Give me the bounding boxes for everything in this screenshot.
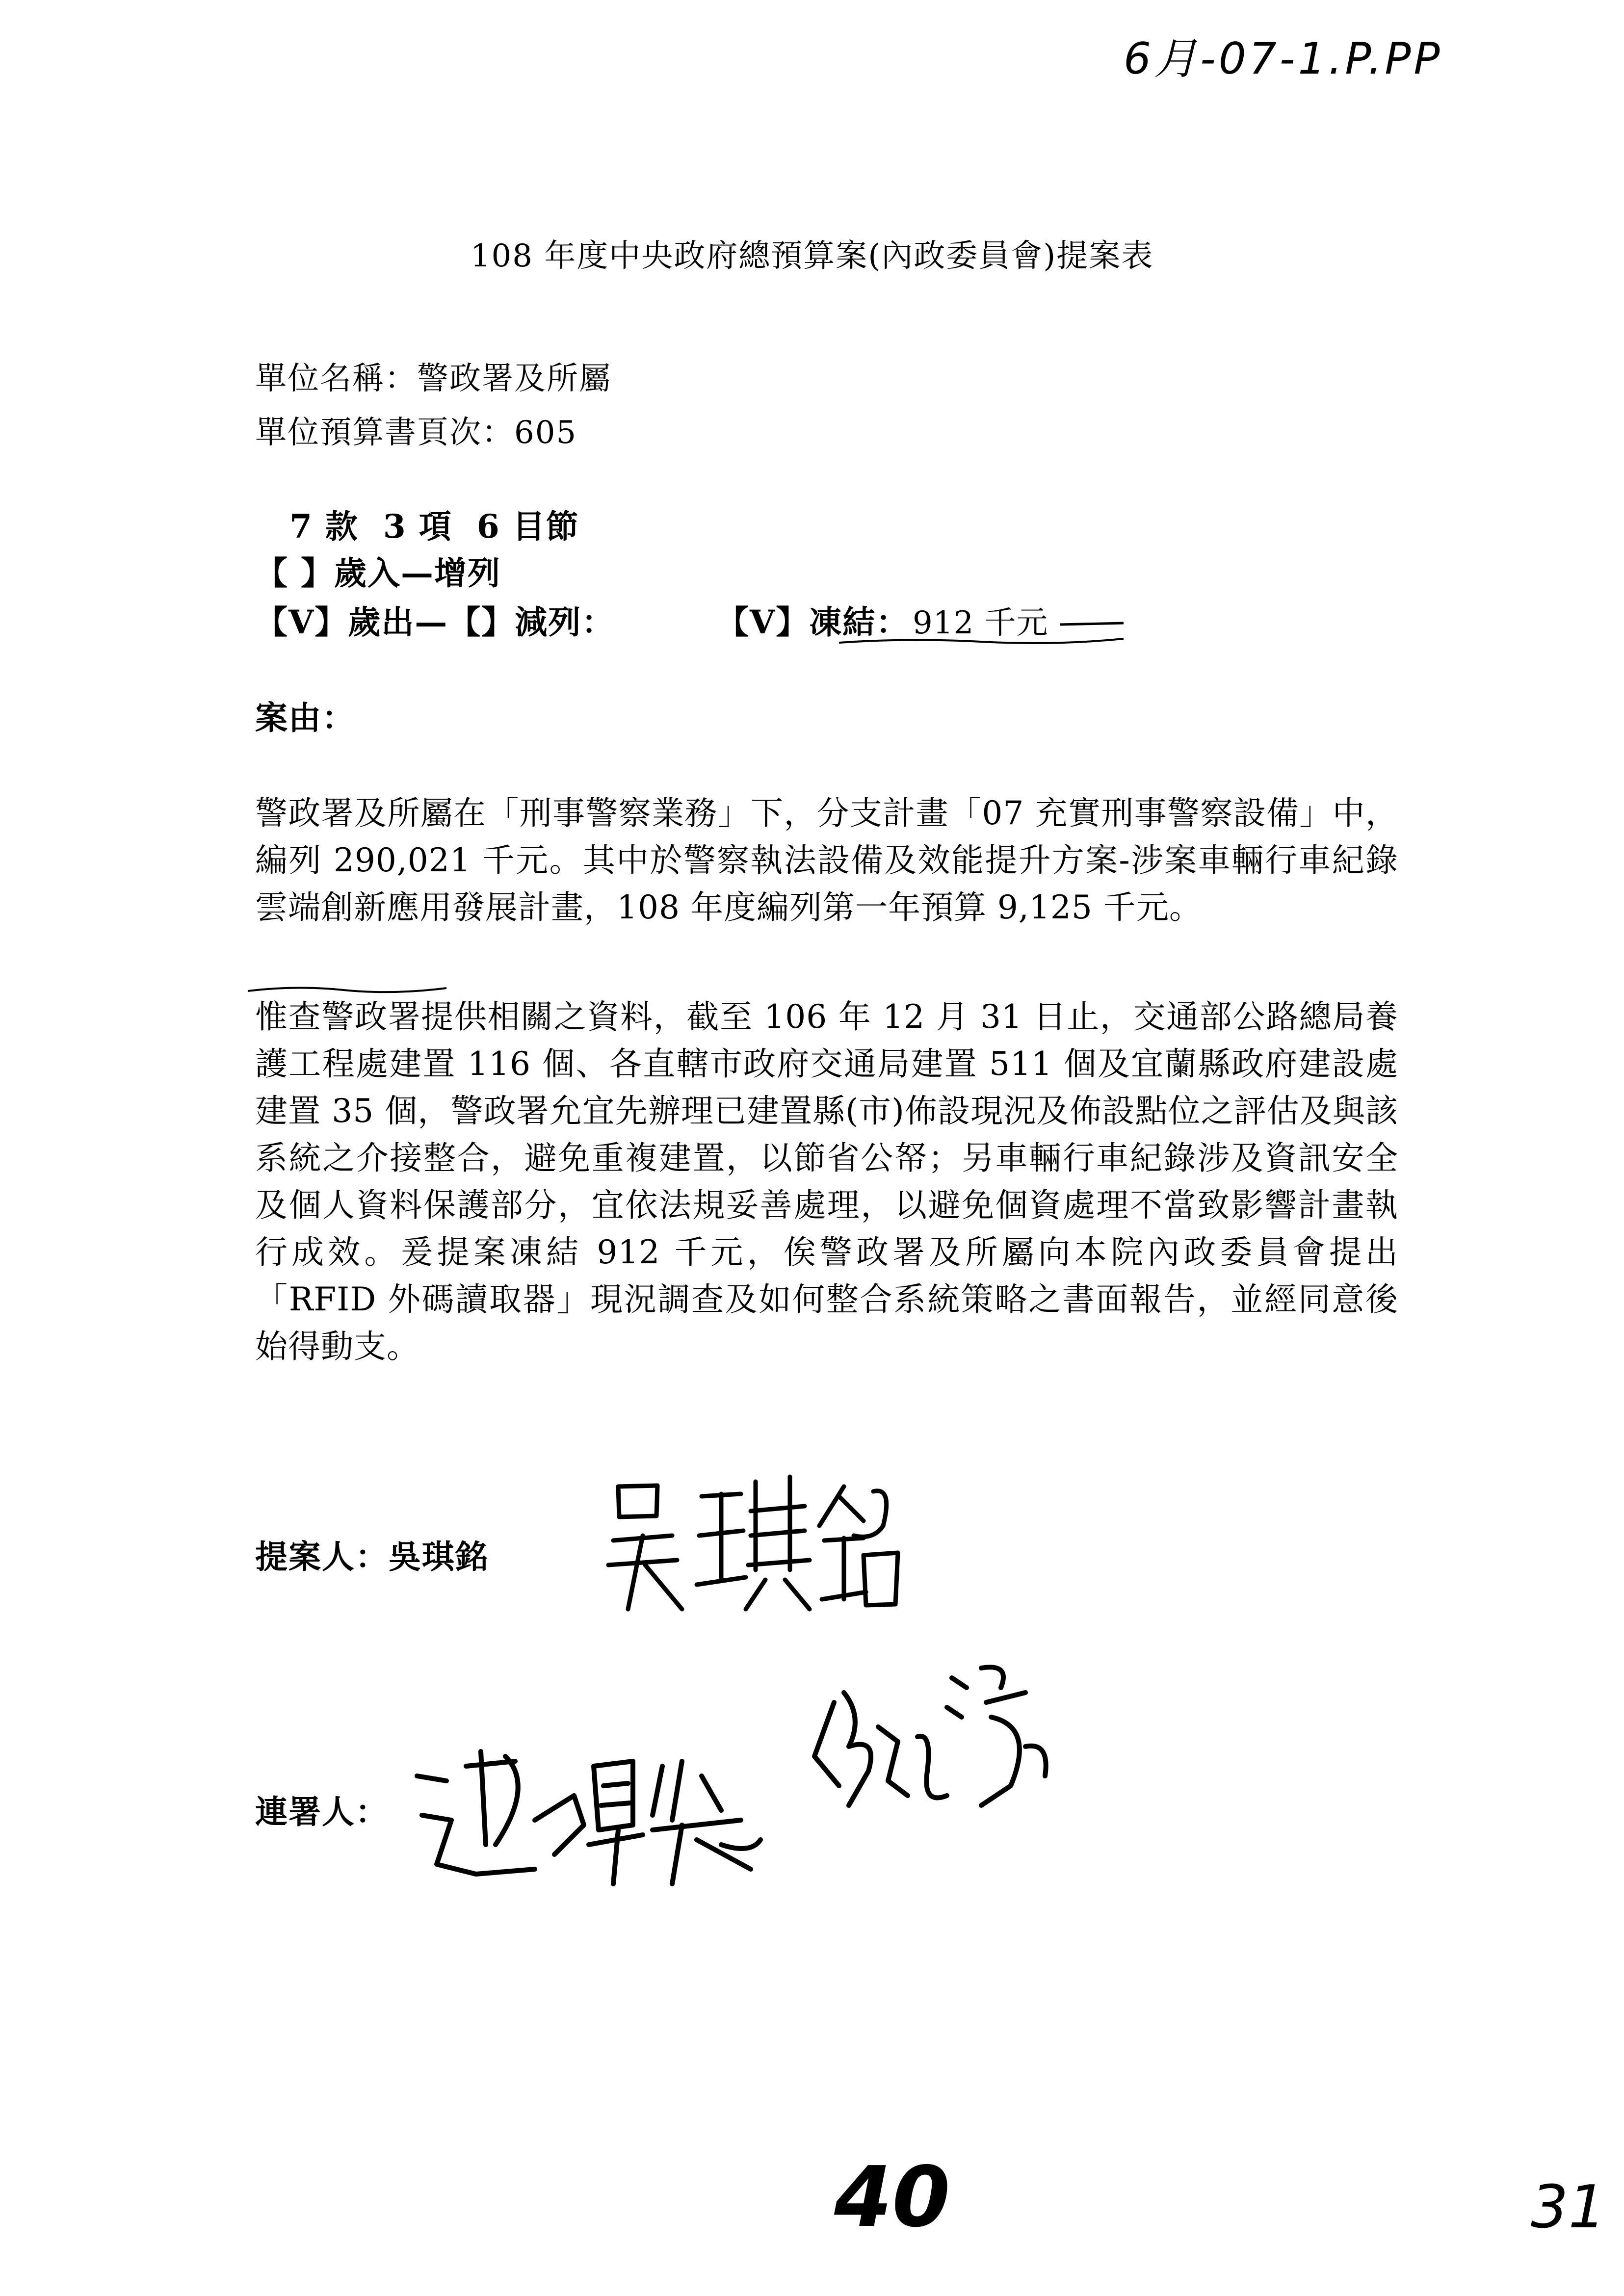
- revenue-line: 【 】歲入—增列: [255, 554, 501, 592]
- reason-paragraph-2: 惟查警政署提供相關之資料，截至 106 年 12 月 31 日止，交通部公路總局養護工程處建置 116 個、各直轄市政府交通局建置 511 個及宜蘭縣政府建設處建置 35 個，警政署允宜先辦理已建置縣(市)佈設現況及佈設點位之評估及與該系統之介接整合，避免重複建置，以節省公帑；另車輛行車紀錄涉及資訊安全及個人資料保護部分，宜依法規妥善處理，以避免個資處理不當致影響計畫執行成效。爰提案凍結 912 千元，俟警政署及所屬向本院內政委員會提出「RFID 外碼讀取器」現況調查及如何整合系統策略之書面報告，並經同意後始得動支。: [255, 998, 1398, 1365]
- section-line: 7 款 3 項 6 目節: [289, 507, 579, 546]
- corner-number-handwritten: 31: [1531, 2173, 1606, 2242]
- freeze-label: 【V】凍結：: [716, 603, 910, 641]
- cosigner-signature-2: [805, 1658, 1079, 1845]
- header-annotation: 6月-07-1.P.PP: [1124, 33, 1443, 84]
- proposer-signature: [599, 1467, 903, 1624]
- cosigner-label: 連署人：: [255, 1793, 389, 1831]
- unit-name: 單位名稱：警政署及所屬: [255, 361, 611, 397]
- expense-line: 【V】歲出—【】減列：: [255, 603, 615, 641]
- freeze-amount: 912 千元: [913, 605, 1048, 641]
- page-number-handwritten: 40: [834, 2149, 950, 2246]
- reason-heading: 案由：: [255, 699, 355, 737]
- proposer-label: 提案人：吳琪銘: [255, 1538, 489, 1576]
- budget-page: 單位預算書頁次：605: [255, 415, 577, 451]
- document-title: 108 年度中央政府總預算案(內政委員會)提案表: [470, 238, 1154, 274]
- freeze-underline-mark: [834, 628, 1128, 657]
- cosigner-signature-1: [407, 1747, 780, 1894]
- freeze-strike-mark: [1060, 617, 1128, 632]
- reason-paragraph-1: 警政署及所屬在「刑事警察業務」下，分支計畫「07 充實刑事警察設備」中，編列 290,021 千元。其中於警察執法設備及效能提升方案-涉案車輛行車紀錄雲端創新應用發展計畫，108 年度編列第一年預算 9,125 千元。: [255, 794, 1398, 926]
